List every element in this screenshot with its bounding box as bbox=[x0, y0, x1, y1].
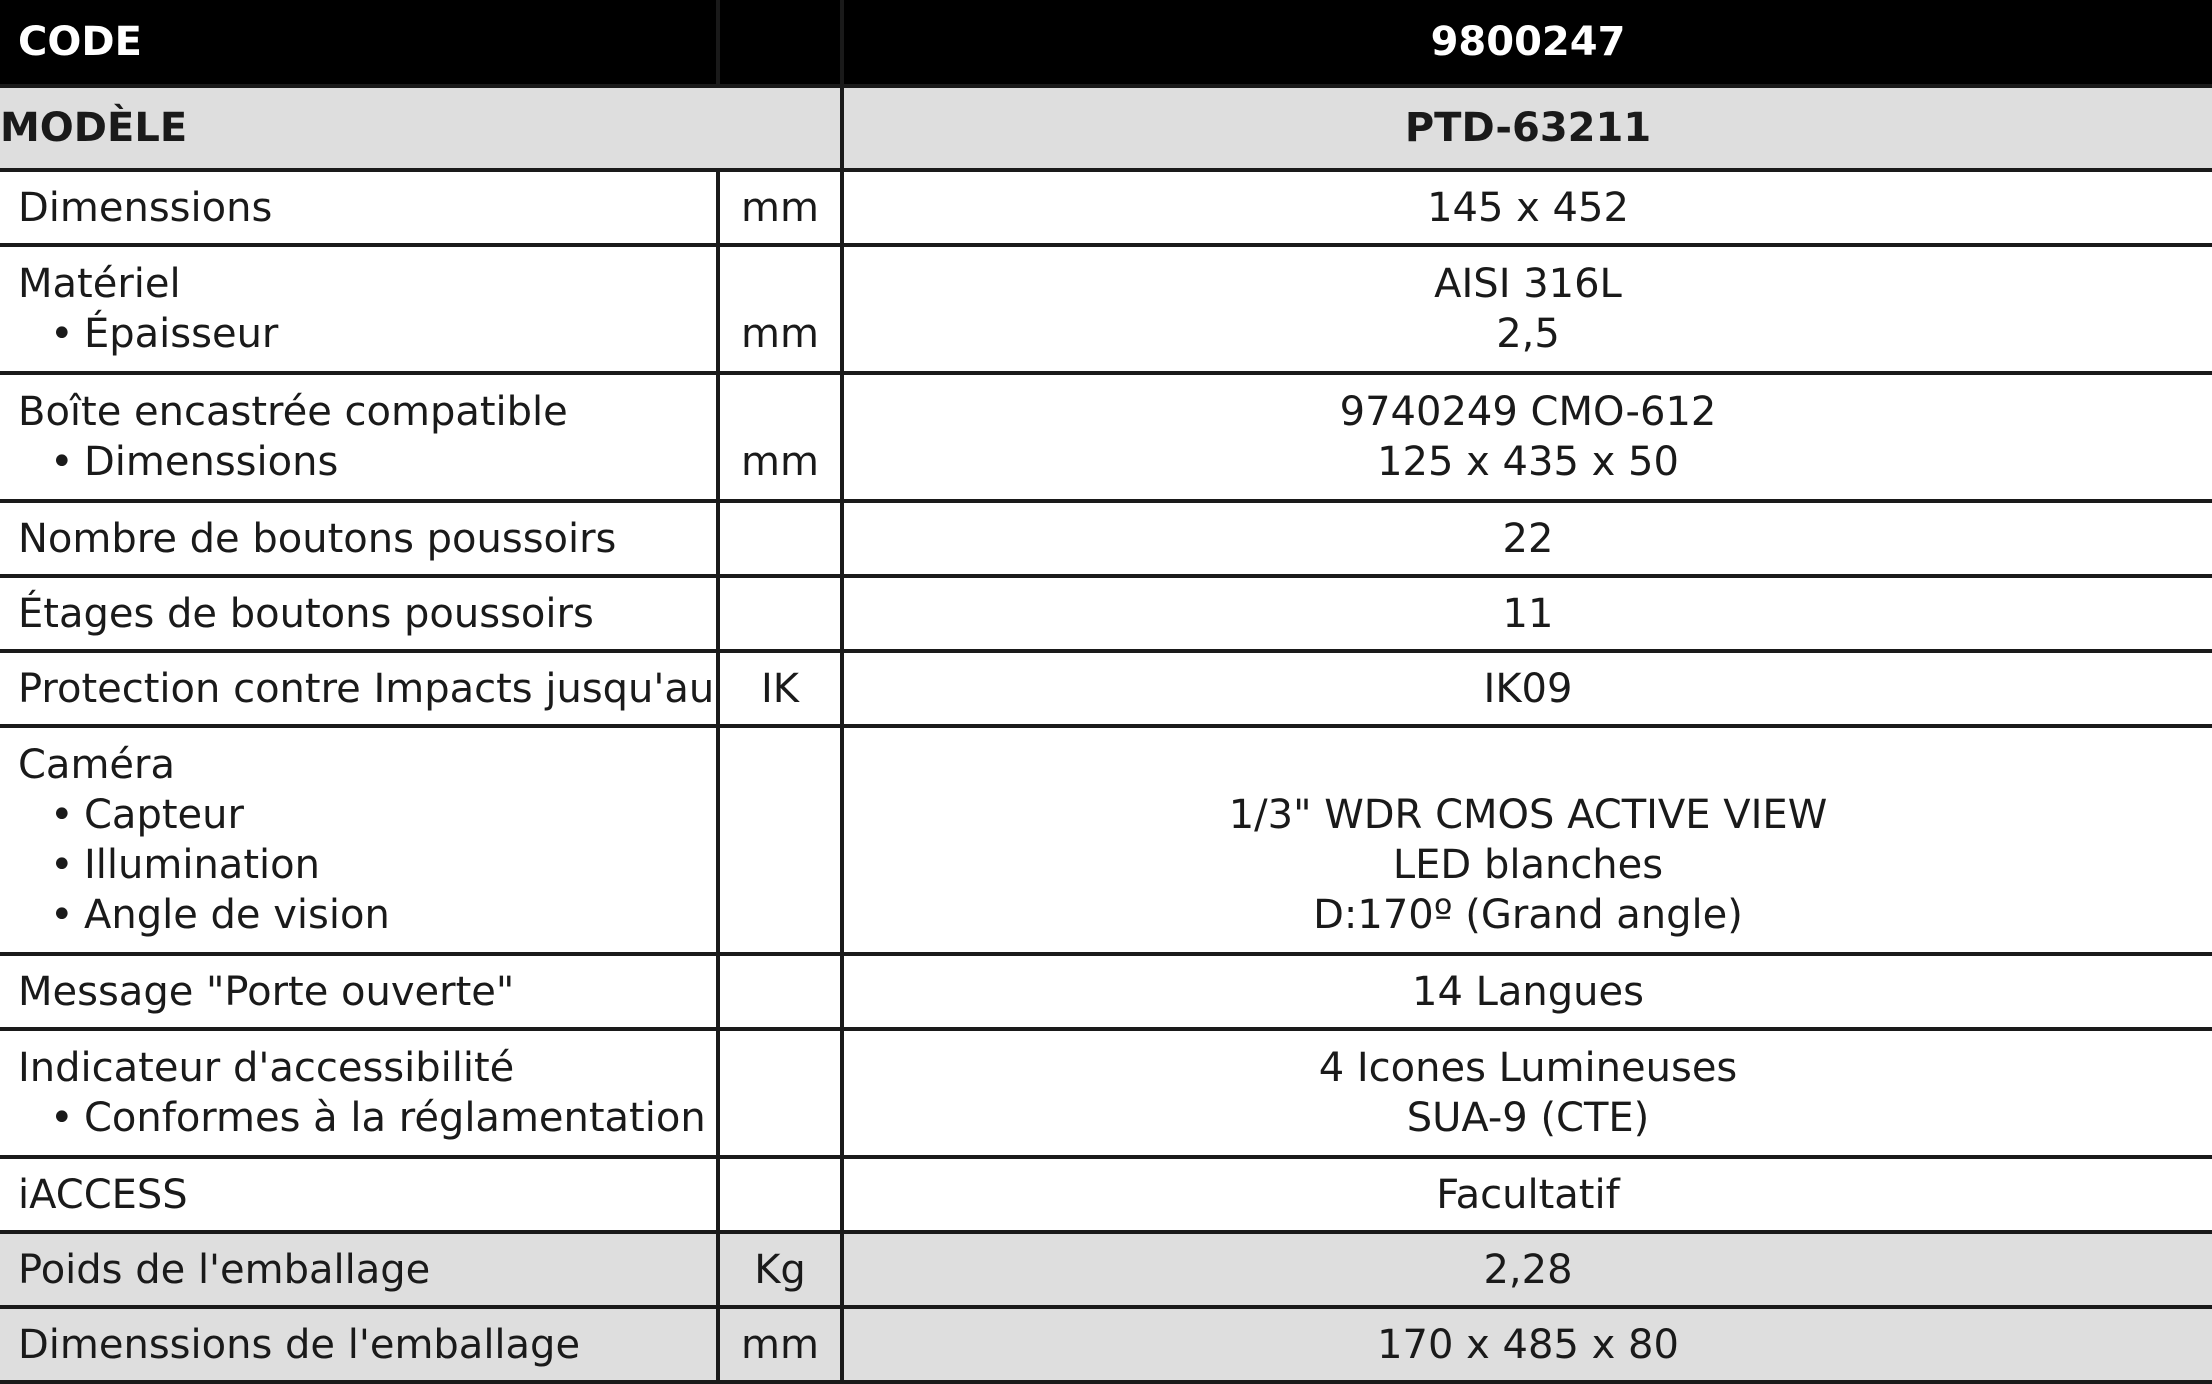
spec-sublabel: • Conformes à la réglamentation bbox=[18, 1093, 716, 1143]
spec-value: IK09 bbox=[842, 651, 2212, 726]
spec-unit bbox=[718, 1157, 842, 1232]
code-row bbox=[0, 0, 2212, 86]
code-label: CODE bbox=[0, 0, 718, 86]
spec-value: 1/3" WDR CMOS ACTIVE VIEW LED blanches D:170º (Grand angle) bbox=[842, 726, 2212, 954]
spec-row-package-dimensions bbox=[0, 1307, 2212, 1382]
spec-row-door-message bbox=[0, 954, 2212, 1029]
spec-label: Dimenssions bbox=[0, 170, 718, 245]
spec-unit bbox=[718, 726, 842, 954]
spec-value: 4 Icones Lumineuses SUA-9 (CTE) bbox=[842, 1029, 2212, 1157]
spec-label: iACCESS bbox=[0, 1157, 718, 1232]
spec-unit bbox=[718, 954, 842, 1029]
spec-row-flush-box bbox=[0, 373, 2212, 501]
spec-value: AISI 316L 2,5 bbox=[842, 245, 2212, 373]
spec-row-impact-protection bbox=[0, 651, 2212, 726]
spec-unit: mm bbox=[718, 373, 842, 501]
spec-label: Indicateur d'accessibilité • Conformes à la réglamentation bbox=[0, 1029, 718, 1157]
spec-row-button-count bbox=[0, 501, 2212, 576]
model-value: PTD-63211 bbox=[842, 86, 2212, 170]
spec-row-accessibility bbox=[0, 1029, 2212, 1157]
spec-unit: Kg bbox=[718, 1232, 842, 1307]
spec-sublabel: • Angle de vision bbox=[18, 890, 716, 940]
spec-row-material bbox=[0, 245, 2212, 373]
spec-sublabel: • Capteur bbox=[18, 790, 716, 840]
spec-unit bbox=[718, 576, 842, 651]
spec-sublabel: • Épaisseur bbox=[18, 309, 716, 359]
spec-row-iaccess bbox=[0, 1157, 2212, 1232]
spec-unit: mm bbox=[718, 1307, 842, 1382]
spec-label: Boîte encastrée compatible • Dimenssions bbox=[0, 373, 718, 501]
spec-label: Protection contre Impacts jusqu'au bbox=[0, 651, 718, 726]
spec-value: 14 Langues bbox=[842, 954, 2212, 1029]
spec-sublabel: • Illumination bbox=[18, 840, 716, 890]
spec-label: Étages de boutons poussoirs bbox=[0, 576, 718, 651]
code-value: 9800247 bbox=[842, 0, 2212, 86]
code-unit-cell bbox=[718, 0, 842, 86]
spec-label: Message "Porte ouverte" bbox=[0, 954, 718, 1029]
spec-label: Matériel • Épaisseur bbox=[0, 245, 718, 373]
spec-sublabel: • Dimenssions bbox=[18, 437, 716, 487]
spec-label: Dimenssions de l'emballage bbox=[0, 1307, 718, 1382]
spec-label: Nombre de boutons poussoirs bbox=[0, 501, 718, 576]
spec-label: Caméra • Capteur • Illumination • Angle de vision bbox=[0, 726, 718, 954]
model-row bbox=[0, 86, 2212, 170]
spec-value: 170 x 485 x 80 bbox=[842, 1307, 2212, 1382]
spec-unit: mm bbox=[718, 245, 842, 373]
spec-unit: IK bbox=[718, 651, 842, 726]
spec-value: 9740249 CMO-612 125 x 435 x 50 bbox=[842, 373, 2212, 501]
spec-label: Poids de l'emballage bbox=[0, 1232, 718, 1307]
spec-value: Facultatif bbox=[842, 1157, 2212, 1232]
spec-row-button-floors bbox=[0, 576, 2212, 651]
spec-value: 22 bbox=[842, 501, 2212, 576]
model-label: MODÈLE bbox=[0, 86, 842, 170]
spec-value: 11 bbox=[842, 576, 2212, 651]
spec-value: 145 x 452 bbox=[842, 170, 2212, 245]
spec-unit: mm bbox=[718, 170, 842, 245]
spec-unit bbox=[718, 501, 842, 576]
spec-row-dimensions bbox=[0, 170, 2212, 245]
spec-value: 2,28 bbox=[842, 1232, 2212, 1307]
spec-row-camera bbox=[0, 726, 2212, 954]
spec-row-package-weight bbox=[0, 1232, 2212, 1307]
spec-unit bbox=[718, 1029, 842, 1157]
